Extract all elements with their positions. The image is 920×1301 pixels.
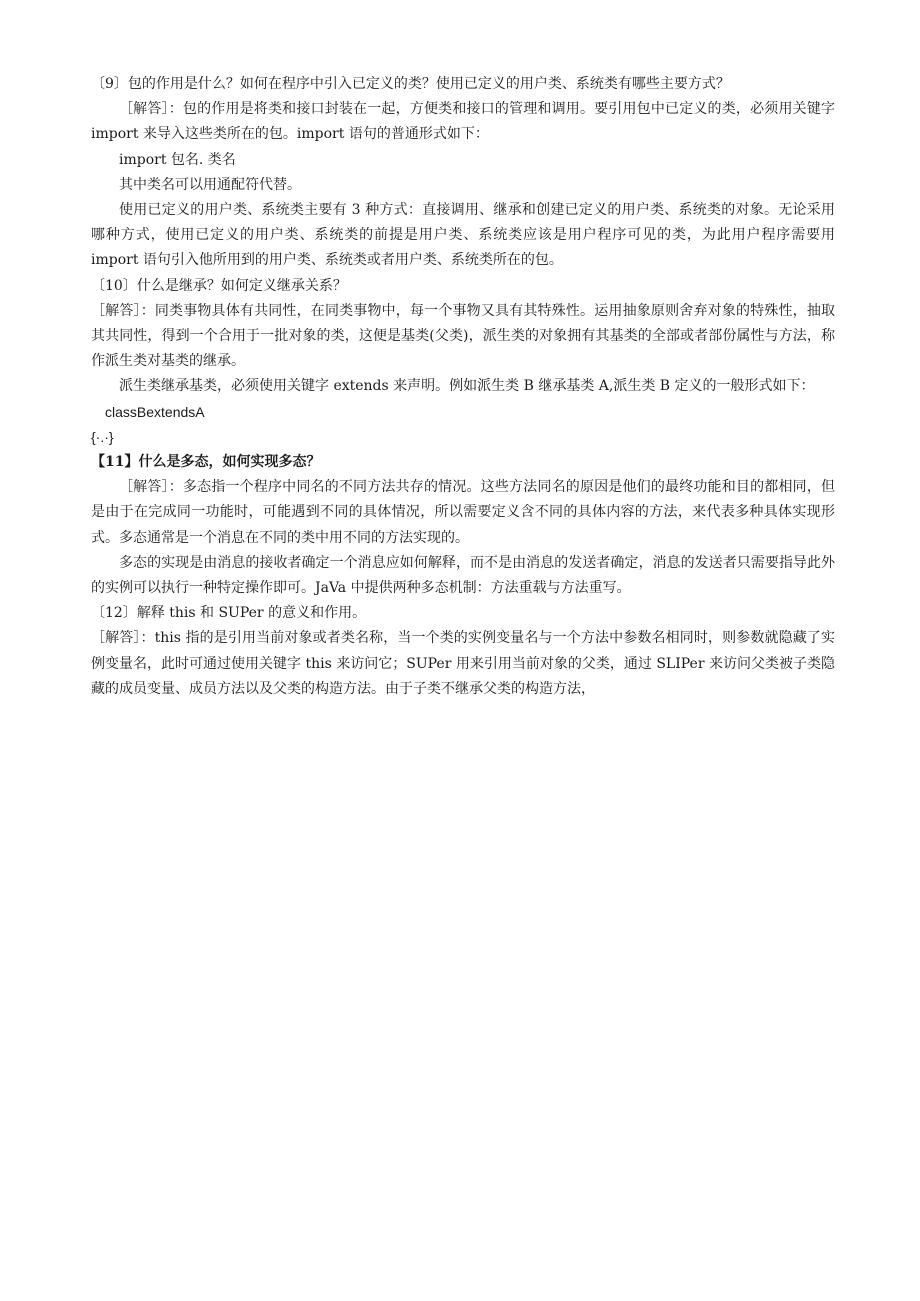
answer-10-paragraph-1: ［解答］：同类事物具体有共同性，在同类事物中，每一个事物又具有其特殊性。运用抽象原则舍弃对象的特殊性，抽取其共同性，得到一个合用于一批对象的类，这便是基类(父类)，派生类的对象拥有其基类的全部或者部份属性与方法，称作派生类对基类的继承。: [91, 302, 835, 370]
answer-9-paragraph-3: 使用已定义的用户类、系统类主要有 3 种方式：直接调用、继承和创建已定义的用户类、系统类的对象。无论采用哪种方式，使用已定义的用户类、系统类的前提是用户类、系统类应该是用户程序可见的类，为此用户程序需要用 import 语句引入他所用到的用户类、系统类或者用户类、系统类所在的包。: [91, 202, 835, 269]
document-body: [91, 72, 835, 702]
answer-10-paragraph-2: 派生类继承基类，必须使用关键字 extends 来声明。例如派生类 B 继承基类 A,派生类 B 定义的一般形式如下：: [119, 378, 815, 395]
answer-12-paragraph-1: ［解答］：this 指的是引用当前对象或者类名称，当一个类的实例变量名与一个方法中参数名相同时，则参数就隐藏了实例变量名，此时可通过使用关键字 this 来访问它；SUPer 用来引用当前对象的父类，通过 SLIPer 来访问父类被子类隐藏的成员变量、成员方法以及父类的构造方法。由于子类不继承父类的构造方法，: [91, 630, 835, 697]
question-9: 〔9〕包的作用是什么？如何在程序中引入已定义的类？使用已定义的用户类、系统类有哪些主要方式？: [91, 76, 730, 92]
answer-10-code-line-2: {·.·}: [91, 428, 114, 445]
answer-11-paragraph-1: ［解答］：多态指一个程序中同名的不同方法共存的情况。这些方法同名的原因是他们的最终功能和目的都相同，但是由于在完成同一功能时，可能遇到不同的具体情况，所以需要定义含不同的具体内容的方法，来代表多种具体实现形式。多态通常是一个消息在不同的类中用不同的方法实现的。: [91, 479, 835, 546]
answer-9-paragraph-1: ［解答］：包的作用是将类和接口封装在一起，方便类和接口的管理和调用。要引用包中已定义的类，必须用关键字 import 来导入这些类所在的包。import 语句的普通形式如下：: [91, 101, 835, 143]
question-12: 〔12〕解释 this 和 SUPer 的意义和作用。: [91, 605, 367, 622]
answer-11-paragraph-2: 多态的实现是由消息的接收者确定一个消息应如何解释，而不是由消息的发送者确定，消息的发送者只需要指导此外的实例可以执行一种特定操作即可。JaVa 中提供两种多态机制：方法重载与方法重写。: [91, 554, 835, 597]
answer-9-code: import 包名. 类名: [119, 151, 236, 168]
question-11: 【11】什么是多态，如何实现多态？: [91, 454, 321, 471]
question-10: 〔10〕什么是继承？如何定义继承关系？: [91, 277, 347, 294]
answer-9-paragraph-2: 其中类名可以用通配符代替。: [119, 176, 301, 193]
answer-10-code-line-1: classBextendsA: [105, 403, 205, 420]
